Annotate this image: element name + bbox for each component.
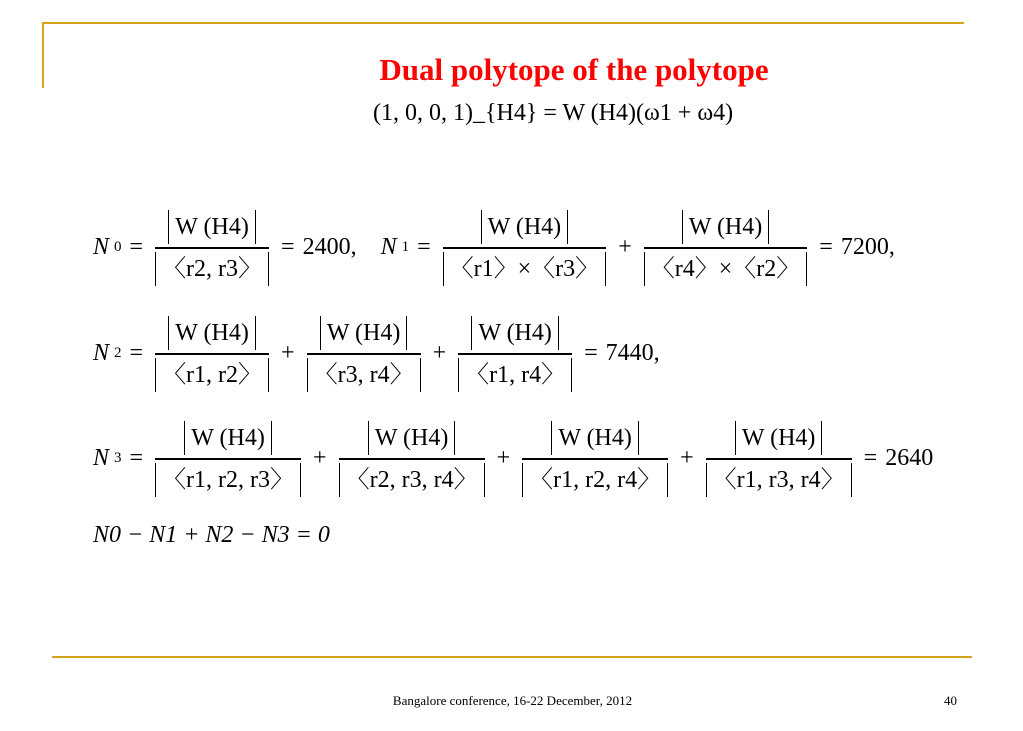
fraction-bar bbox=[339, 458, 485, 460]
polytope-formula: (1, 0, 0, 1)_{H4} = W (H4)(ω1 + ω4) bbox=[373, 100, 734, 126]
numerator: W (H4) bbox=[168, 316, 256, 350]
fraction-bar bbox=[155, 353, 269, 355]
equation-n3 bbox=[93, 421, 933, 497]
denominator: 〈r4〉×〈r2〉 bbox=[644, 252, 808, 286]
fraction bbox=[706, 421, 852, 497]
denominator: 〈r1, r2〉 bbox=[155, 358, 269, 392]
denominator: 〈r3, r4〉 bbox=[307, 358, 421, 392]
n2-lhs: N bbox=[93, 340, 110, 367]
numerator: W (H4) bbox=[168, 210, 256, 244]
plus-sign: + bbox=[432, 340, 447, 367]
n3-lhs: N bbox=[93, 445, 110, 472]
equation-n0-n1 bbox=[93, 210, 895, 286]
fraction bbox=[443, 210, 607, 286]
slide-title: Dual polytope of the polytope bbox=[379, 52, 769, 87]
numerator: W (H4) bbox=[682, 210, 770, 244]
fraction bbox=[458, 316, 572, 392]
fraction-bar bbox=[443, 247, 607, 249]
denominator: 〈r2, r3〉 bbox=[155, 252, 269, 286]
equals-sign: = bbox=[584, 340, 598, 367]
fraction bbox=[155, 421, 301, 497]
equals-sign: = bbox=[819, 234, 833, 261]
equals-sign: = bbox=[129, 234, 144, 261]
n0-lhs: N bbox=[93, 234, 110, 261]
n0-sub: 0 bbox=[114, 239, 122, 256]
plus-sign: + bbox=[281, 340, 295, 367]
equals-sign: = bbox=[417, 234, 431, 261]
euler-relation: N0 − N1 + N2 − N3 = 0 bbox=[93, 522, 330, 548]
n1-lhs: N bbox=[380, 234, 397, 261]
bottom-rule bbox=[52, 656, 972, 658]
numerator: W (H4) bbox=[481, 210, 569, 244]
denominator: 〈r2, r3, r4〉 bbox=[339, 463, 485, 497]
fraction-bar bbox=[155, 247, 269, 249]
fraction-bar bbox=[458, 353, 572, 355]
fraction bbox=[307, 316, 421, 392]
fraction-bar bbox=[706, 458, 852, 460]
fraction bbox=[644, 210, 808, 286]
equals-sign: = bbox=[863, 445, 878, 472]
n2-sub: 2 bbox=[114, 345, 122, 362]
numerator: W (H4) bbox=[184, 421, 272, 455]
n2-result: 7440, bbox=[605, 340, 660, 367]
fraction bbox=[155, 210, 269, 286]
plus-sign: + bbox=[680, 445, 694, 472]
footer-text: Bangalore conference, 16-22 December, 2012 bbox=[392, 693, 633, 708]
n3-result: 2640 bbox=[885, 445, 934, 472]
numerator: W (H4) bbox=[368, 421, 456, 455]
denominator: 〈r1〉×〈r3〉 bbox=[443, 252, 607, 286]
page-number: 40 bbox=[944, 693, 957, 708]
denominator: 〈r1, r4〉 bbox=[458, 358, 572, 392]
equals-sign: = bbox=[129, 340, 144, 367]
fraction-bar bbox=[155, 458, 301, 460]
n3-sub: 3 bbox=[114, 450, 122, 467]
fraction bbox=[522, 421, 668, 497]
numerator: W (H4) bbox=[551, 421, 639, 455]
numerator: W (H4) bbox=[320, 316, 408, 350]
top-rule bbox=[42, 22, 964, 24]
denominator: 〈r1, r2, r4〉 bbox=[522, 463, 668, 497]
fraction bbox=[155, 316, 269, 392]
denominator: 〈r1, r2, r3〉 bbox=[155, 463, 301, 497]
fraction bbox=[339, 421, 485, 497]
equals-sign: = bbox=[129, 445, 144, 472]
numerator: W (H4) bbox=[735, 421, 823, 455]
plus-sign: + bbox=[618, 234, 632, 261]
equation-n2 bbox=[93, 316, 660, 392]
fraction-bar bbox=[307, 353, 421, 355]
n1-result: 7200, bbox=[840, 234, 895, 261]
numerator: W (H4) bbox=[471, 316, 559, 350]
fraction-bar bbox=[644, 247, 808, 249]
n1-sub: 1 bbox=[401, 239, 410, 256]
fraction-bar bbox=[522, 458, 668, 460]
denominator: 〈r1, r3, r4〉 bbox=[706, 463, 852, 497]
plus-sign: + bbox=[496, 445, 511, 472]
n0-result: 2400, bbox=[302, 234, 357, 261]
plus-sign: + bbox=[313, 445, 327, 472]
equals-sign: = bbox=[281, 234, 295, 261]
